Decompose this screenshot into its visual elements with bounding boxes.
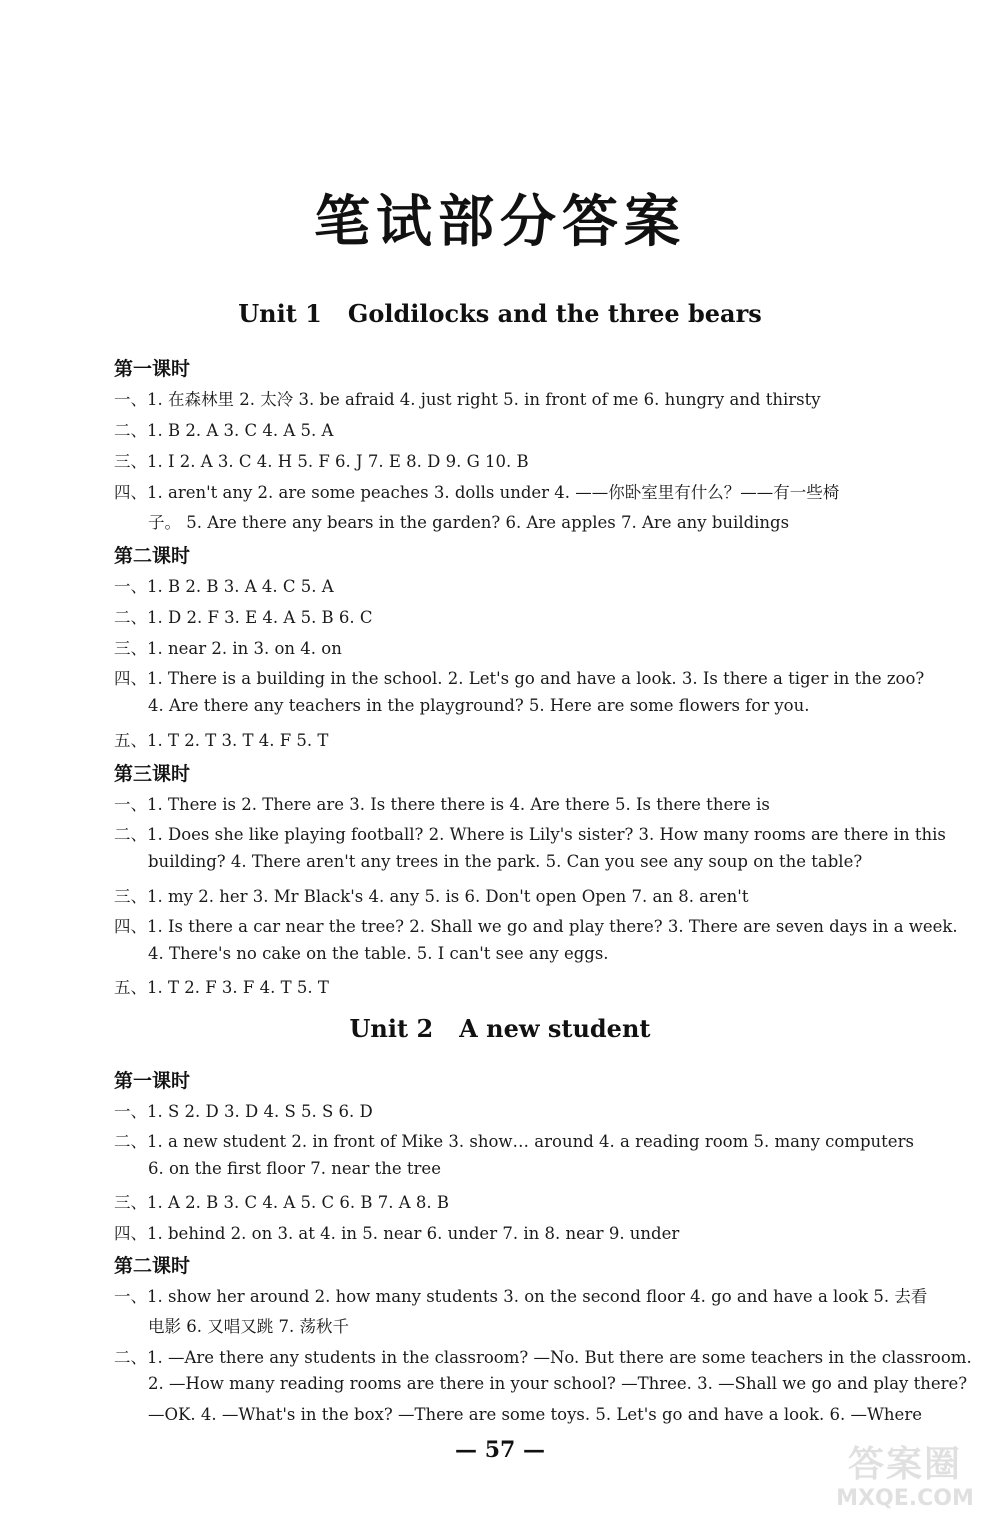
- answer-line: 一、1. B 2. B 3. A 4. C 5. A: [114, 577, 334, 596]
- unit-number: Unit 2: [349, 1014, 434, 1043]
- answer-line: 一、1. S 2. D 3. D 4. S 5. S 6. D: [114, 1102, 373, 1121]
- watermark-logo: 答案圈: [847, 1444, 962, 1485]
- watermark-site: MXQE.COM: [836, 1486, 974, 1511]
- answer-line: 子。 5. Are there any bears in the garden? 6. Are apples 7. Are any buildings: [148, 513, 790, 532]
- answer-line: 二、1. —Are there any students in the classroom? —No. But there are some teachers in the classroom.: [114, 1348, 972, 1367]
- answer-line: 2. —How many reading rooms are there in your school? —Three. 3. —Shall we go and play there?: [148, 1374, 968, 1393]
- page-title: 笔试部分答案: [314, 189, 686, 255]
- lesson-heading: 第三课时: [114, 763, 191, 785]
- answer-line: 6. on the first floor 7. near the tree: [148, 1159, 441, 1178]
- answer-line: 三、1. near 2. in 3. on 4. on: [114, 639, 342, 658]
- answer-line: 二、1. D 2. F 3. E 4. A 5. B 6. C: [114, 608, 373, 627]
- answer-line: 四、1. aren't any 2. are some peaches 3. dolls under 4. ——你卧室里有什么？——有一些椅: [114, 483, 840, 502]
- answer-line: 二、1. Does she like playing football? 2. Where is Lily's sister? 3. How many rooms are there in this: [114, 825, 946, 844]
- unit-number: Unit 1: [238, 299, 322, 328]
- watermark: [836, 1436, 974, 1522]
- unit-name: Goldilocks and the three bears: [347, 299, 762, 328]
- unit-1-heading: [0, 299, 1000, 328]
- answer-line: 一、1. There is 2. There are 3. Is there there is 4. Are there 5. Is there there is: [114, 795, 770, 814]
- answer-line: 五、1. T 2. F 3. F 4. T 5. T: [114, 978, 329, 997]
- answer-line: 一、1. show her around 2. how many students 3. on the second floor 4. go and have a look 5. 去看: [114, 1287, 928, 1306]
- answer-line: 二、1. B 2. A 3. C 4. A 5. A: [114, 421, 334, 440]
- lesson-heading: 第二课时: [114, 1255, 191, 1277]
- answer-line: 四、1. Is there a car near the tree? 2. Shall we go and play there? 3. There are seven days in a week.: [114, 917, 958, 936]
- answer-line: 五、1. T 2. T 3. T 4. F 5. T: [114, 731, 329, 750]
- answer-line: 四、1. behind 2. on 3. at 4. in 5. near 6. under 7. in 8. near 9. under: [114, 1224, 680, 1243]
- answer-line: 4. There's no cake on the table. 5. I can't see any eggs.: [148, 944, 609, 963]
- answer-line: 三、1. A 2. B 3. C 4. A 5. C 6. B 7. A 8. B: [114, 1193, 449, 1212]
- answer-line: building? 4. There aren't any trees in the park. 5. Can you see any soup on the table?: [148, 852, 863, 871]
- answer-line: 4. Are there any teachers in the playground? 5. Here are some flowers for you.: [148, 696, 810, 715]
- answer-line: 一、1. 在森林里 2. 太冷 3. be afraid 4. just right 5. in front of me 6. hungry and thirsty: [114, 390, 821, 409]
- unit-2-heading: [0, 1014, 1000, 1043]
- answer-line: 三、1. I 2. A 3. C 4. H 5. F 6. J 7. E 8. D 9. G 10. B: [114, 452, 529, 471]
- lesson-heading: 第一课时: [114, 358, 191, 380]
- answer-line: 三、1. my 2. her 3. Mr Black's 4. any 5. is 6. Don't open Open 7. an 8. aren't: [114, 887, 749, 906]
- answer-line: 电影 6. 又唱又跳 7. 荡秋千: [148, 1317, 349, 1336]
- answer-line: 四、1. There is a building in the school. 2. Let's go and have a look. 3. Is there a tiger in the zoo?: [114, 669, 925, 688]
- page-number: — 57 —: [455, 1437, 545, 1463]
- lesson-heading: 第二课时: [114, 545, 191, 567]
- answer-line: —OK. 4. —What's in the box? —There are some toys. 5. Let's go and have a look. 6. —Where: [148, 1405, 922, 1424]
- answer-line: 二、1. a new student 2. in front of Mike 3. show… around 4. a reading room 5. many computers: [114, 1132, 914, 1151]
- lesson-heading: 第一课时: [114, 1070, 191, 1092]
- unit-name: A new student: [459, 1014, 651, 1043]
